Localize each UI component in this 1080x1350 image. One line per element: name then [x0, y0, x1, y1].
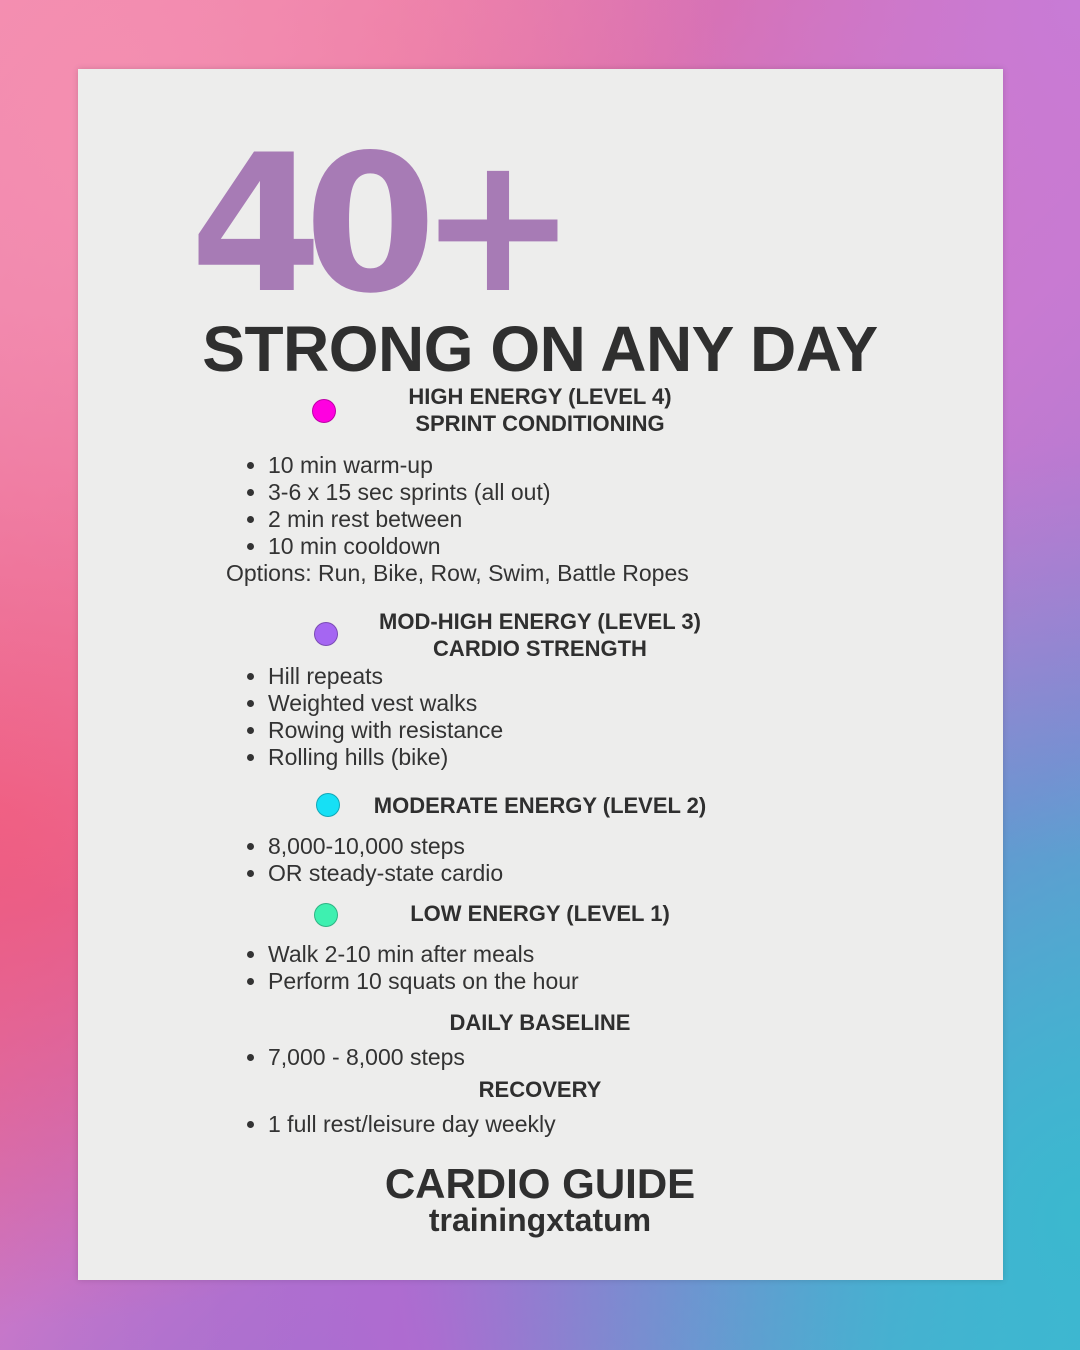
list-item: • Walk 2-10 min after meals [268, 941, 579, 968]
list-item: • 7,000 - 8,000 steps [268, 1044, 465, 1071]
recovery-list [226, 1111, 556, 1138]
level3-heading [340, 608, 740, 662]
list-item: • Rolling hills (bike) [268, 744, 503, 771]
big-number: 40+ [190, 114, 560, 335]
level1-list [226, 941, 579, 995]
list-item: • 1 full rest/leisure day weekly [268, 1111, 556, 1138]
level2-list [226, 833, 503, 887]
level2-heading: MODERATE ENERGY (LEVEL 2) [373, 793, 707, 818]
list-item: • Rowing with resistance [268, 717, 503, 744]
list-item: • 10 min warm-up [268, 452, 551, 479]
level4-list [226, 452, 551, 560]
list-item: • OR steady-state cardio [268, 860, 503, 887]
list-item: • Weighted vest walks [268, 690, 503, 717]
level4-heading-line2: SPRINT CONDITIONING [415, 411, 665, 436]
footer-title: CARDIO GUIDE [384, 1160, 696, 1207]
footer-handle: trainingxtatum [428, 1202, 652, 1238]
baseline-heading: DAILY BASELINE [449, 1010, 631, 1035]
baseline-list [226, 1044, 465, 1071]
level4-heading [340, 383, 740, 437]
list-item: • Hill repeats [268, 663, 503, 690]
main-title: STRONG ON ANY DAY [202, 313, 878, 385]
list-item: • 10 min cooldown [268, 533, 551, 560]
level2-dot-icon [316, 793, 340, 817]
level4-heading-line1: HIGH ENERGY (LEVEL 4) [408, 384, 672, 409]
level1-heading: LOW ENERGY (LEVEL 1) [410, 901, 670, 926]
level3-heading-line2: CARDIO STRENGTH [433, 636, 647, 661]
level3-heading-line1: MOD-HIGH ENERGY (LEVEL 3) [379, 609, 701, 634]
level4-options: Options: Run, Bike, Row, Swim, Battle Ropes [226, 560, 689, 586]
list-item: • 3-6 x 15 sec sprints (all out) [268, 479, 551, 506]
list-item: • 2 min rest between [268, 506, 551, 533]
recovery-heading: RECOVERY [478, 1077, 602, 1102]
level1-dot-icon [314, 903, 338, 927]
level4-dot-icon [312, 399, 336, 423]
level3-list [226, 663, 503, 771]
level3-dot-icon [314, 622, 338, 646]
list-item: • Perform 10 squats on the hour [268, 968, 579, 995]
list-item: • 8,000-10,000 steps [268, 833, 503, 860]
